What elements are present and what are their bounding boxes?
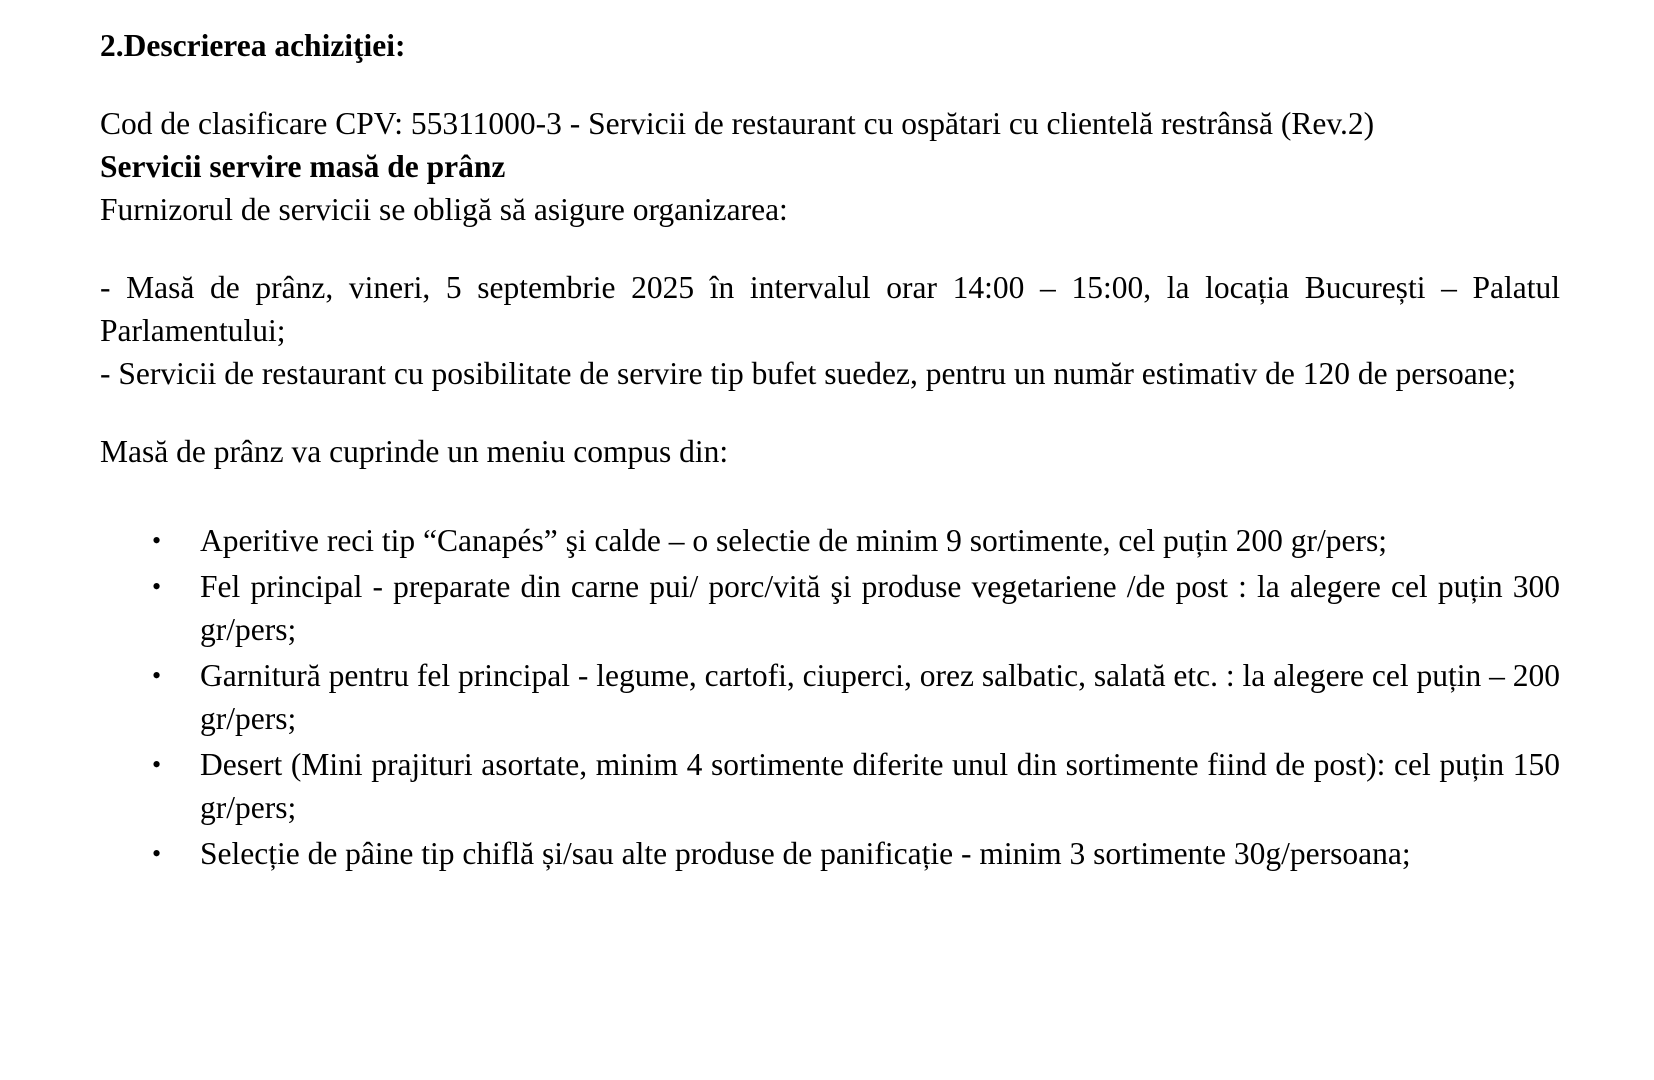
condition-lunch-date: - Masă de prânz, vineri, 5 septembrie 2025 în intervalul orar 14:00 – 15:00, la locația București – Palatul Parlamentului; xyxy=(100,270,1560,348)
bullet-icon: • xyxy=(152,661,162,690)
menu-item-side-dish: Garnitură pentru fel principal - legume, cartofi, ciuperci, orez salbatic, salată etc. : la alegere cel puțin – 200 gr/pers; xyxy=(200,658,1561,736)
section-title: 2.Descrierea achiziţiei: xyxy=(100,28,406,63)
list-item xyxy=(100,519,1560,562)
menu-item-dessert: Desert (Mini prajituri asortate, minim 4 sortimente diferite unul din sortimente fiind de post): cel puțin 150 gr/pers; xyxy=(200,747,1560,825)
intro-paragraph: Furnizorul de servicii se obligă să asigure organizarea: xyxy=(100,192,788,227)
bullet-icon: • xyxy=(152,750,162,779)
list-item xyxy=(100,654,1560,740)
list-item xyxy=(100,832,1560,875)
menu-item-appetizers: Aperitive reci tip “Canapés” şi calde – o selectie de minim 9 sortimente, cel puțin 200 gr/pers; xyxy=(200,523,1388,558)
cpv-classification: Cod de clasificare CPV: 55311000-3 - Servicii de restaurant cu ospătari cu clientelă restrânsă (Rev.2) xyxy=(100,106,1375,141)
bullet-icon: • xyxy=(152,839,162,868)
menu-item-bread: Selecție de pâine tip chiflă și/sau alte produse de panificație - minim 3 sortimente 30g/persoana; xyxy=(200,836,1411,871)
list-item xyxy=(100,565,1560,651)
document-page xyxy=(100,24,1560,878)
condition-buffet-service: - Servicii de restaurant cu posibilitate de servire tip bufet suedez, pentru un număr estimativ de 120 de persoane; xyxy=(100,356,1517,391)
bullet-icon: • xyxy=(152,526,162,555)
menu-list xyxy=(100,519,1560,875)
menu-intro: Masă de prânz va cuprinde un meniu compus din: xyxy=(100,434,729,469)
list-item xyxy=(100,743,1560,829)
bullet-icon: • xyxy=(152,572,162,601)
service-subheading: Servicii servire masă de prânz xyxy=(100,149,506,184)
menu-item-main-course: Fel principal - preparate din carne pui/ porc/vită şi produse vegetariene /de post : la alegere cel puțin 300 gr/pers; xyxy=(200,569,1560,647)
